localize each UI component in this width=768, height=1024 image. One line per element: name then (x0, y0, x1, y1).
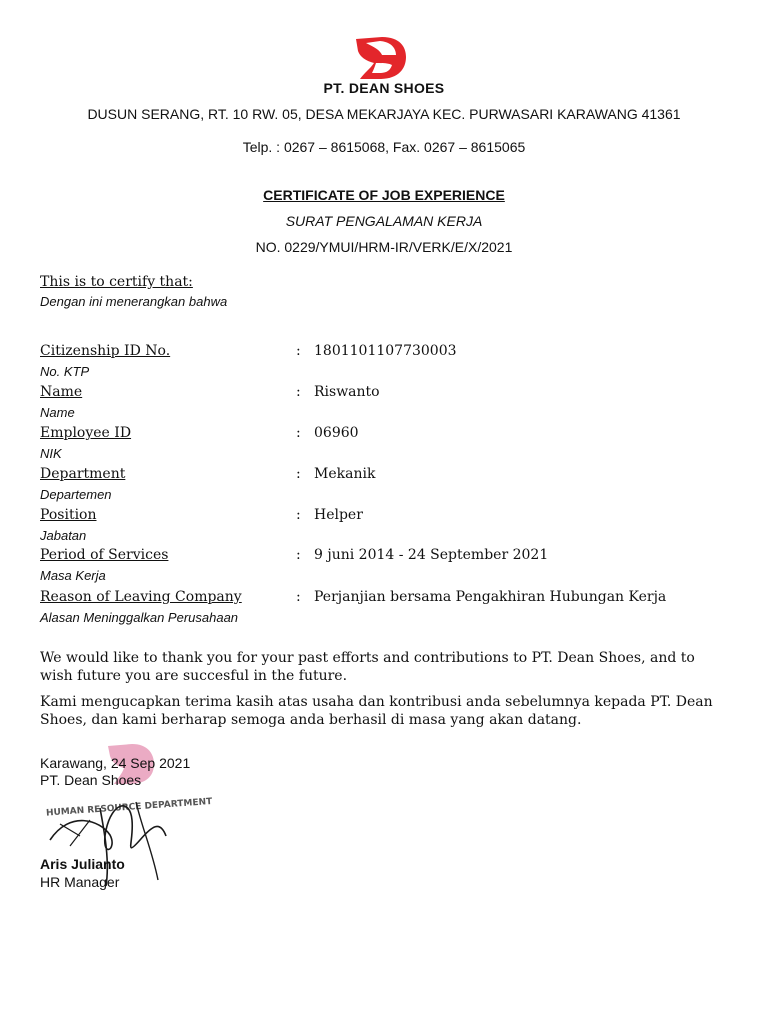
signature-place-date: Karawang, 24 Sep 2021 (40, 755, 191, 771)
field-label: Position (40, 507, 97, 523)
field-colon: : (296, 589, 301, 605)
certificate-title: CERTIFICATE OF JOB EXPERIENCE (263, 187, 505, 203)
field-label: Period of Services (40, 547, 169, 563)
field-value: 9 juni 2014 - 24 September 2021 (314, 547, 549, 563)
field-value: Mekanik (314, 466, 376, 482)
signature-company: PT. Dean Shoes (40, 772, 142, 788)
field-colon: : (296, 343, 301, 359)
company-name: PT. DEAN SHOES (323, 80, 445, 96)
field-value: 1801101107730003 (314, 343, 457, 359)
field-sublabel: Masa Kerja (40, 568, 106, 583)
thanks-indonesian: Kami mengucapkan terima kasih atas usaha dan kontribusi anda sebelumnya kepada PT. Dean Shoes, dan kami berharap semoga anda berhasil di masa yang akan datang. (40, 694, 713, 728)
thanks-english: We would like to thank you for your past efforts and contributions to PT. Dean Shoes, and to wish future you are succesful in the future. (40, 650, 695, 684)
field-position (40, 507, 740, 547)
field-period-of-services (40, 547, 740, 587)
field-label: Department (40, 466, 126, 482)
stamp-text: HUMAN RESOURCE DEPARTMENT (45, 796, 213, 819)
field-value: Helper (314, 507, 363, 523)
field-colon: : (296, 384, 301, 400)
field-colon: : (296, 507, 301, 523)
intro-english: This is to certify that: (40, 274, 193, 290)
signatory-name: Aris Julianto (40, 856, 125, 872)
field-reason-of-leaving (40, 589, 740, 629)
field-sublabel: Jabatan (40, 528, 87, 543)
company-address: DUSUN SERANG, RT. 10 RW. 05, DESA MEKARJAYA KEC. PURWASARI KARAWANG 41361 (87, 106, 681, 122)
field-label: Citizenship ID No. (40, 343, 171, 359)
field-name (40, 384, 740, 424)
field-colon: : (296, 466, 301, 482)
field-sublabel: No. KTP (40, 364, 90, 379)
certificate-number: NO. 0229/YMUI/HRM-IR/VERK/E/X/2021 (255, 239, 513, 255)
field-label: Name (40, 384, 83, 400)
field-label: Employee ID (40, 425, 132, 441)
field-sublabel: Departemen (40, 487, 112, 502)
field-citizenship-id (40, 343, 740, 383)
field-colon: : (296, 547, 301, 563)
field-sublabel: Name (40, 405, 75, 420)
field-value: Riswanto (314, 384, 380, 400)
field-sublabel: Alasan Meninggalkan Perusahaan (40, 610, 239, 625)
field-sublabel: NIK (40, 446, 62, 461)
certificate-subtitle: SURAT PENGALAMAN KERJA (285, 213, 483, 229)
field-value: Perjanjian bersama Pengakhiran Hubungan Kerja (314, 589, 667, 605)
field-department (40, 466, 740, 506)
dean-shoes-logo (352, 33, 408, 81)
field-colon: : (296, 425, 301, 441)
signatory-title: HR Manager (40, 874, 120, 890)
field-employee-id (40, 425, 740, 465)
field-label: Reason of Leaving Company (40, 589, 242, 605)
field-value: 06960 (314, 425, 359, 441)
company-phone: Telp. : 0267 – 8615068, Fax. 0267 – 8615065 (242, 139, 526, 155)
intro-indonesian: Dengan ini menerangkan bahwa (40, 294, 228, 309)
